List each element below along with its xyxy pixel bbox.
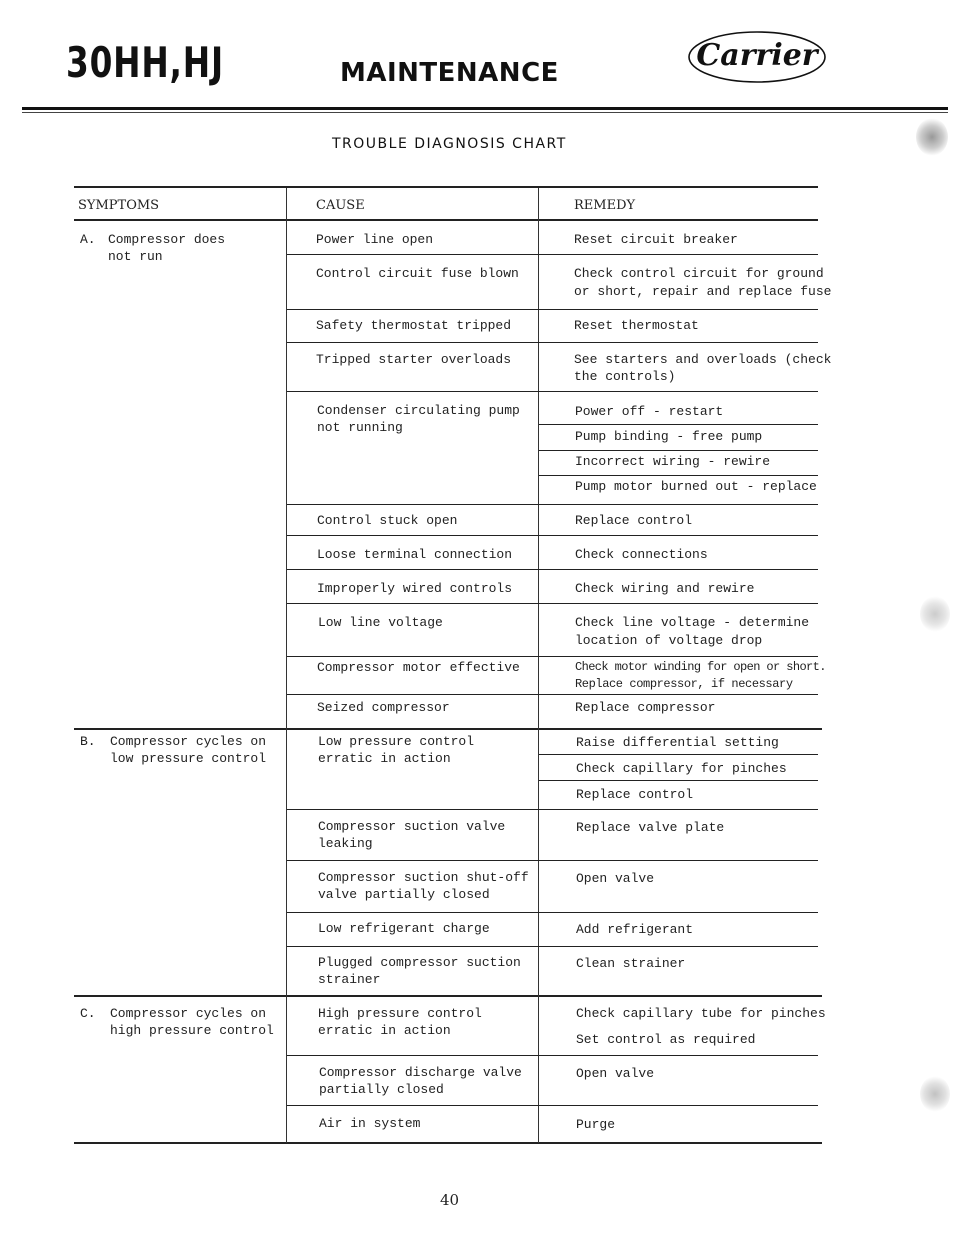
scan-artifact — [916, 118, 948, 156]
symptom-c-line2: high pressure control — [110, 1023, 274, 1038]
sub-row-rule — [539, 780, 818, 781]
cause-cell: erratic in action — [318, 1023, 451, 1038]
section-title: MAINTENANCE — [340, 58, 559, 88]
brand-logo-text: Carrier — [696, 38, 818, 73]
section-a-end-rule — [74, 728, 822, 730]
row-rule — [287, 254, 818, 255]
cause-cell: Safety thermostat tripped — [316, 318, 512, 333]
remedy-cell: Pump motor burned out - replace — [575, 479, 817, 494]
cause-cell: Seized compressor — [317, 700, 450, 715]
cause-cell: Compressor suction valve — [318, 819, 506, 834]
remedy-cell: Check capillary for pinches — [576, 761, 787, 776]
remedy-cell: Replace control — [575, 513, 693, 528]
column-divider-2 — [538, 188, 539, 1143]
cause-cell: Low pressure control — [318, 734, 475, 749]
remedy-cell: Replace valve plate — [576, 820, 725, 835]
cause-cell: leaking — [318, 836, 373, 851]
cause-cell: Tripped starter overloads — [316, 352, 512, 367]
section-b-end-rule — [74, 995, 822, 997]
symptom-b-line2: low pressure control — [110, 751, 267, 766]
cause-cell: Control stuck open — [317, 513, 458, 528]
scan-artifact — [920, 596, 950, 632]
header-rule — [22, 107, 948, 110]
page-number: 40 — [440, 1191, 460, 1209]
cause-cell: Air in system — [319, 1116, 421, 1131]
remedy-cell: Check motor winding for open or short. — [575, 660, 826, 674]
remedy-cell: Add refrigerant — [576, 922, 694, 937]
brand-logo — [686, 30, 828, 86]
table-top-rule — [74, 186, 818, 188]
sub-row-rule — [539, 450, 818, 451]
symptom-c-line1: Compressor cycles on — [110, 1006, 267, 1021]
remedy-cell: Check control circuit for ground — [574, 266, 824, 281]
cause-cell: Low line voltage — [318, 615, 443, 630]
chart-title: TROUBLE DIAGNOSIS CHART — [332, 136, 567, 152]
remedy-cell: Replace compressor, if necessary — [575, 677, 793, 691]
remedy-cell: the controls) — [574, 369, 676, 384]
row-rule — [287, 694, 818, 695]
cause-cell: Compressor discharge valve — [319, 1065, 522, 1080]
remedy-cell: See starters and overloads (check — [574, 352, 832, 367]
remedy-cell: Power off - restart — [575, 404, 724, 419]
remedy-cell: Check wiring and rewire — [575, 581, 755, 596]
symptom-b-line1: Compressor cycles on — [110, 734, 267, 749]
cause-cell: Compressor motor effective — [317, 660, 520, 675]
row-rule — [287, 342, 818, 343]
scan-artifact — [920, 1076, 950, 1112]
cause-cell: not running — [317, 420, 403, 435]
remedy-cell: Incorrect wiring - rewire — [575, 454, 771, 469]
remedy-cell: Open valve — [576, 871, 655, 886]
symptom-a-line2: not run — [108, 249, 163, 264]
remedy-cell: Purge — [576, 1117, 616, 1132]
cause-cell: High pressure control — [318, 1006, 482, 1021]
remedy-cell: location of voltage drop — [575, 633, 763, 648]
remedy-cell: Replace compressor — [575, 700, 716, 715]
row-rule — [287, 391, 818, 392]
row-rule — [287, 535, 818, 536]
header-bottom-rule — [74, 219, 818, 221]
row-rule — [287, 603, 818, 604]
cause-cell: Low refrigerant charge — [318, 921, 490, 936]
remedy-cell: Reset circuit breaker — [574, 232, 738, 247]
sub-row-rule — [539, 754, 818, 755]
row-rule — [287, 569, 818, 570]
table-bottom-rule — [74, 1142, 822, 1144]
column-header-remedy: REMEDY — [574, 198, 636, 213]
remedy-cell: Clean strainer — [576, 956, 686, 971]
cause-cell: Improperly wired controls — [317, 581, 513, 596]
sub-row-rule — [539, 475, 818, 476]
cause-cell: Condenser circulating pump — [317, 403, 520, 418]
row-rule — [287, 809, 818, 810]
symptom-a-letter: A. — [80, 232, 96, 247]
cause-cell: Compressor suction shut-off — [318, 870, 529, 885]
row-rule — [287, 656, 818, 657]
remedy-cell: Set control as required — [576, 1032, 756, 1047]
cause-cell: strainer — [318, 972, 381, 987]
remedy-cell: Raise differential setting — [576, 735, 779, 750]
cause-cell: Plugged compressor suction — [318, 955, 521, 970]
remedy-cell: Reset thermostat — [574, 318, 699, 333]
sub-row-rule — [539, 424, 818, 425]
column-header-symptoms: SYMPTOMS — [78, 198, 160, 213]
header-rule-thin — [22, 112, 948, 113]
cause-cell: valve partially closed — [318, 887, 490, 902]
remedy-cell: Check line voltage - determine — [575, 615, 810, 630]
model-title: 30HH,HJ — [66, 38, 224, 87]
remedy-cell: or short, repair and replace fuse — [574, 284, 832, 299]
column-divider-1 — [286, 188, 287, 1143]
remedy-cell: Pump binding - free pump — [575, 429, 763, 444]
row-rule — [287, 309, 818, 310]
remedy-cell: Check connections — [575, 547, 708, 562]
cause-cell: Power line open — [316, 232, 434, 247]
remedy-cell: Check capillary tube for pinches — [576, 1006, 826, 1021]
symptom-b-letter: B. — [80, 734, 96, 749]
row-rule — [287, 946, 818, 947]
row-rule — [287, 1105, 818, 1106]
symptom-c-letter: C. — [80, 1006, 96, 1021]
row-rule — [287, 1055, 818, 1056]
cause-cell: Loose terminal connection — [317, 547, 513, 562]
cause-cell: Control circuit fuse blown — [316, 266, 519, 281]
cause-cell: partially closed — [319, 1082, 444, 1097]
column-header-cause: CAUSE — [316, 198, 365, 213]
row-rule — [287, 504, 818, 505]
cause-cell: erratic in action — [318, 751, 451, 766]
remedy-cell: Replace control — [576, 787, 694, 802]
symptom-a-line1: Compressor does — [108, 232, 226, 247]
remedy-cell: Open valve — [576, 1066, 655, 1081]
row-rule — [287, 912, 818, 913]
row-rule — [287, 860, 818, 861]
